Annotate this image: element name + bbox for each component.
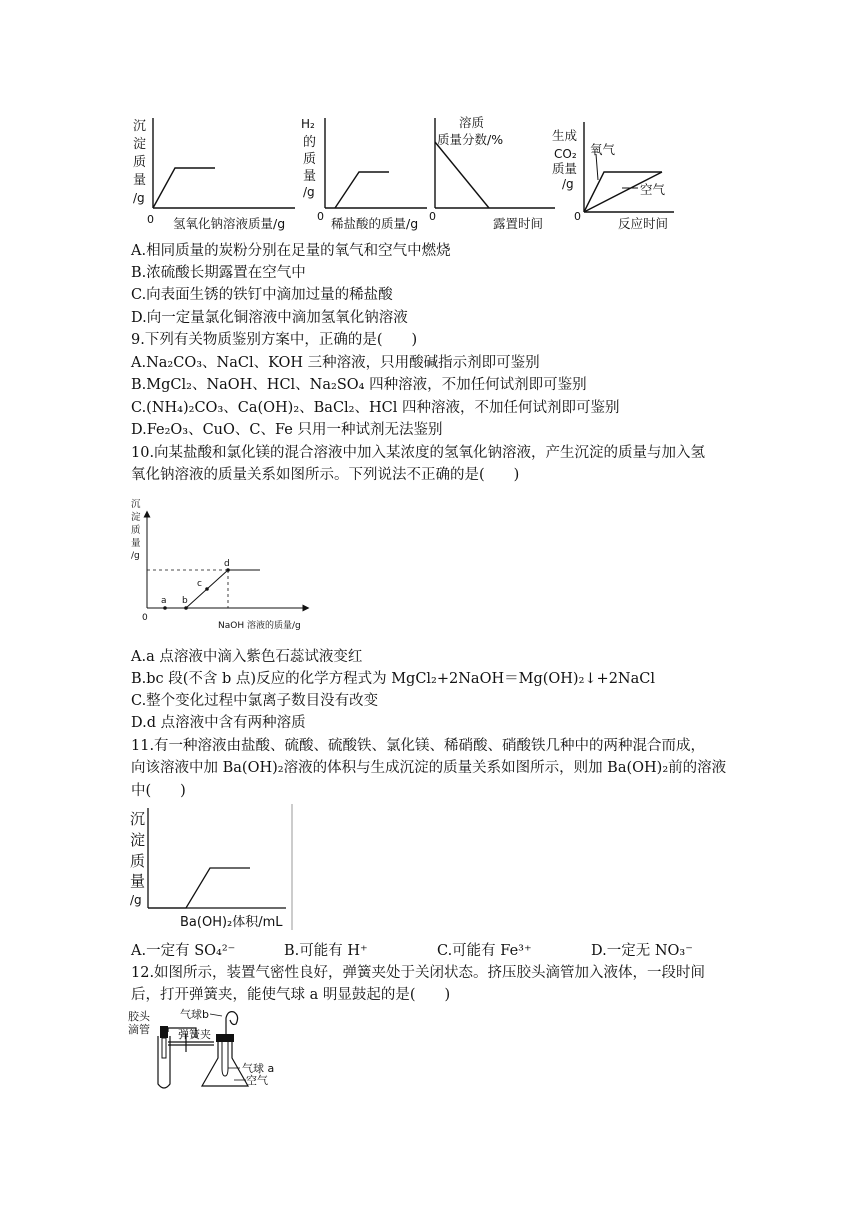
q11-option-c: C.可能有 Fe³⁺ bbox=[437, 943, 532, 959]
q8-graphs bbox=[125, 110, 685, 235]
graph1-ylabel-2: 质 bbox=[133, 155, 147, 170]
graph3-ylabel-0: 溶质 bbox=[459, 115, 485, 130]
q10-label-c: c bbox=[197, 579, 202, 589]
label-dropper-1: 滴管 bbox=[128, 1023, 150, 1036]
q9-stem: 9.下列有关物质鉴别方案中，正确的是( ) bbox=[131, 332, 418, 348]
q10-ylabel-3: 量 bbox=[131, 538, 141, 549]
graph1-origin: 0 bbox=[147, 213, 154, 226]
label-balloon-a: 气球 a bbox=[242, 1062, 275, 1075]
q11-stem-line2: 向该溶液中加 Ba(OH)₂溶液的体积与生成沉淀的质量关系如图所示，则加 Ba(OH)₂前的溶液 bbox=[131, 760, 727, 776]
q10-option-a: A.a 点溶液中滴入紫色石蕊试液变红 bbox=[131, 649, 363, 665]
q11-ylabel-0: 沉 bbox=[130, 810, 146, 828]
graph2-origin: 0 bbox=[317, 210, 324, 223]
graph4-ylabel-2: 质量 bbox=[552, 161, 578, 176]
graph2-ylabel-3: 量 bbox=[303, 169, 317, 184]
graph2-ylabel-0: H₂ bbox=[301, 117, 315, 131]
graph4-series-oxygen: 氧气 bbox=[590, 142, 616, 157]
q10-ylabel-1: 淀 bbox=[131, 512, 141, 523]
q12-apparatus bbox=[126, 1006, 296, 1096]
label-dropper-0: 胶头 bbox=[128, 1010, 150, 1023]
graph1-xlabel: 氢氧化钠溶液质量/g bbox=[173, 216, 286, 231]
graph-1 bbox=[133, 118, 295, 231]
graph1-ylabel-3: 量 bbox=[133, 173, 147, 188]
graph3-origin: 0 bbox=[429, 210, 436, 223]
q8-option-a: A.相同质量的炭粉分别在足量的氧气和空气中燃烧 bbox=[131, 243, 451, 259]
graph-3 bbox=[429, 115, 555, 231]
graph3-xlabel: 露置时间 bbox=[493, 216, 544, 231]
q11-stem-line1: 11.有一种溶液由盐酸、硫酸、硫酸铁、氯化镁、稀硝酸、硝酸铁几种中的两种混合而成， bbox=[131, 738, 706, 754]
graph2-ylabel-2: 质 bbox=[303, 152, 317, 167]
point-b bbox=[184, 606, 188, 610]
q9-option-a: A.Na₂CO₃、NaCl、KOH 三种溶液，只用酸碱指示剂即可鉴别 bbox=[131, 355, 540, 371]
point-a bbox=[163, 606, 167, 610]
q12-stem-line2: 后，打开弹簧夹，能使气球 a 明显鼓起的是( ) bbox=[131, 987, 451, 1003]
graph2-ylabel-4: /g bbox=[303, 185, 315, 199]
q10-xlabel: NaOH 溶液的质量/g bbox=[218, 621, 301, 631]
graph4-xlabel: 反应时间 bbox=[618, 216, 669, 231]
q10-ylabel-0: 沉 bbox=[131, 499, 141, 510]
q10-graph bbox=[128, 494, 348, 636]
q8-option-d: D.向一定量氯化铜溶液中滴加氢氧化钠溶液 bbox=[131, 310, 408, 326]
point-c bbox=[205, 587, 209, 591]
graph4-series-air: 空气 bbox=[640, 182, 666, 197]
q11-xlabel: Ba(OH)₂体积/mL bbox=[180, 915, 283, 930]
graph3-ylabel-1: 质量分数/% bbox=[437, 132, 504, 147]
graph2-xlabel: 稀盐酸的质量/g bbox=[331, 216, 419, 231]
q11-stem-line3: 中( ) bbox=[131, 783, 186, 799]
q9-option-b: B.MgCl₂、NaOH、HCl、Na₂SO₄ 四种溶液，不加任何试剂即可鉴别 bbox=[131, 377, 587, 393]
q10-label-b: b bbox=[182, 596, 188, 606]
q10-label-d: d bbox=[224, 559, 230, 569]
q10-label-a: a bbox=[161, 596, 167, 606]
q11-graph bbox=[126, 802, 296, 938]
q12-stem-line1: 12.如图所示，装置气密性良好，弹簧夹处于关闭状态。挤压胶头滴管加入液体，一段时间 bbox=[131, 965, 706, 981]
q10-origin: 0 bbox=[142, 613, 148, 623]
q9-option-c: C.(NH₄)₂CO₃、Ca(OH)₂、BaCl₂、HCl 四种溶液，不加任何试剂即可鉴别 bbox=[131, 400, 620, 416]
graph-4 bbox=[552, 122, 674, 231]
q11-ylabel-2: 质 bbox=[130, 852, 146, 870]
graph4-ylabel-1: CO₂ bbox=[554, 147, 577, 161]
graph4-ylabel-0: 生成 bbox=[552, 128, 578, 143]
q10-option-d: D.d 点溶液中含有两种溶质 bbox=[131, 715, 306, 731]
q10-option-b: B.bc 段(不含 b 点)反应的化学方程式为 MgCl₂+2NaOH＝Mg(OH)₂↓+2NaCl bbox=[131, 671, 655, 687]
q10-stem-line2: 氧化钠溶液的质量关系如图所示。下列说法不正确的是( ) bbox=[131, 467, 520, 483]
graph-2 bbox=[301, 117, 427, 231]
q8-option-b: B.浓硫酸长期露置在空气中 bbox=[131, 265, 306, 281]
q11-ylabel-1: 淀 bbox=[130, 831, 146, 849]
q11-ylabel-3: 量 bbox=[130, 872, 146, 890]
graph2-ylabel-1: 的 bbox=[303, 135, 317, 150]
label-air: 空气 bbox=[246, 1074, 268, 1087]
label-clip: 弹簧夹 bbox=[178, 1028, 211, 1041]
q10-ylabel-2: 质 bbox=[131, 525, 141, 536]
q11-option-b: B.可能有 H⁺ bbox=[284, 943, 368, 959]
graph4-origin: 0 bbox=[574, 210, 581, 223]
q11-ylabel-4: /g bbox=[130, 893, 142, 907]
graph4-ylabel-3: /g bbox=[562, 177, 574, 191]
label-balloon-b: 气球b bbox=[180, 1008, 209, 1021]
graph1-ylabel-0: 沉 bbox=[133, 119, 147, 134]
q10-option-c: C.整个变化过程中氯离子数目没有改变 bbox=[131, 693, 379, 709]
graph1-ylabel-1: 淀 bbox=[133, 137, 147, 152]
q10-ylabel-4: /g bbox=[131, 551, 140, 561]
graph1-ylabel-4: /g bbox=[133, 191, 145, 205]
q8-option-c: C.向表面生锈的铁钉中滴加过量的稀盐酸 bbox=[131, 287, 393, 303]
q9-option-d: D.Fe₂O₃、CuO、C、Fe 只用一种试剂无法鉴别 bbox=[131, 422, 443, 438]
q11-option-a: A.一定有 SO₄²⁻ bbox=[131, 943, 236, 959]
q11-option-d: D.一定无 NO₃⁻ bbox=[591, 943, 693, 959]
q10-stem-line1: 10.向某盐酸和氯化镁的混合溶液中加入某浓度的氢氧化钠溶液，产生沉淀的质量与加入氢 bbox=[131, 445, 706, 461]
